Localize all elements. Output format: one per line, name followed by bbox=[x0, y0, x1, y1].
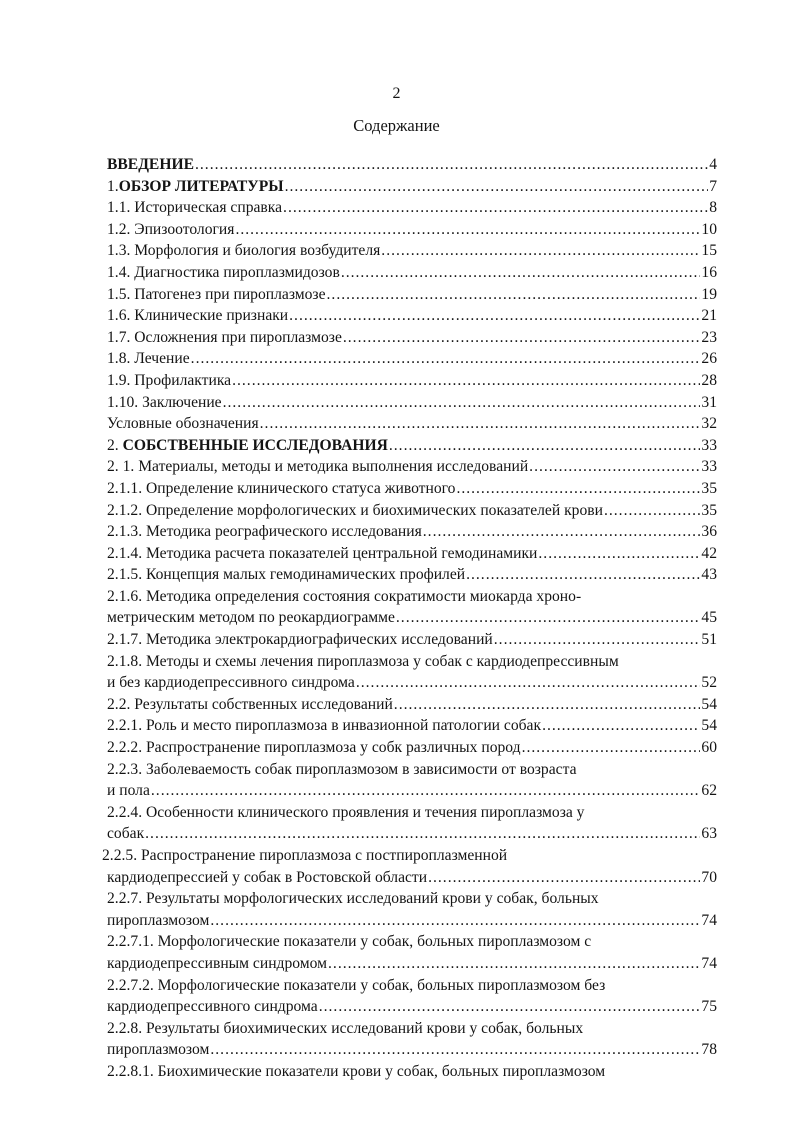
dot-leader bbox=[327, 284, 701, 306]
dot-leader bbox=[394, 694, 701, 716]
toc-entry-text: 2.2.7. Результаты морфологических исследований крови у собак, больных bbox=[107, 890, 599, 908]
toc-entry-text: собак bbox=[107, 825, 145, 843]
toc-entry-text: и пола bbox=[107, 782, 150, 800]
toc-entry-text: пироплазмозом bbox=[107, 911, 210, 929]
toc-entry bbox=[107, 392, 717, 414]
toc-entry bbox=[107, 284, 717, 306]
toc-entry bbox=[107, 197, 717, 219]
toc-entry-text: 2.1.4. Методика расчета показателей центральной гемодинамики bbox=[107, 544, 538, 562]
toc-entry-page: 62 bbox=[701, 782, 717, 800]
toc-entry-text: 2.1.3. Методика реографического исследования bbox=[107, 523, 422, 541]
table-of-contents bbox=[102, 154, 717, 1083]
dot-leader bbox=[210, 910, 700, 932]
toc-entry-title bbox=[107, 953, 327, 975]
toc-entry-page: 21 bbox=[701, 307, 717, 325]
dot-leader bbox=[604, 500, 700, 522]
toc-entry-page: 54 bbox=[701, 695, 717, 713]
toc-entry-number: 2. bbox=[107, 436, 123, 454]
toc-entry bbox=[107, 975, 717, 997]
toc-entry-text: 1.10. Заключение bbox=[107, 393, 222, 411]
toc-entry bbox=[107, 435, 717, 457]
toc-entry-title bbox=[107, 348, 190, 370]
toc-entry bbox=[107, 910, 717, 932]
toc-entry bbox=[107, 305, 717, 327]
toc-entry bbox=[107, 1039, 717, 1061]
toc-entry-title bbox=[107, 262, 340, 284]
toc-entry-page: 35 bbox=[701, 501, 717, 519]
toc-entry-text: метрическим методом по реокардиограмме bbox=[107, 609, 395, 627]
toc-entry bbox=[107, 953, 717, 975]
toc-entry bbox=[107, 348, 717, 370]
toc-entry-title bbox=[107, 823, 144, 845]
toc-entry-title bbox=[107, 413, 259, 435]
toc-entry-text: 2.2.8.1. Биохимические показатели крови у собак, больных пироплазмозом bbox=[107, 1062, 606, 1080]
toc-entry bbox=[107, 176, 717, 198]
toc-entry-title bbox=[107, 543, 537, 565]
toc-entry-title bbox=[107, 651, 619, 673]
toc-entry-page: 33 bbox=[701, 458, 717, 476]
dot-leader bbox=[328, 953, 700, 975]
toc-entry bbox=[107, 543, 717, 565]
toc-entry-text: 2.2.2. Распространение пироплазмоза у собк различных пород bbox=[107, 739, 521, 757]
toc-entry-text: 1.7. Осложнения при пироплазмозе bbox=[107, 328, 342, 346]
toc-entry-page: 74 bbox=[701, 954, 717, 972]
toc-entry-number: 1. bbox=[107, 177, 119, 195]
toc-entry-page: 43 bbox=[701, 566, 717, 584]
dot-leader bbox=[423, 521, 701, 543]
dot-leader bbox=[289, 305, 700, 327]
dot-leader bbox=[223, 392, 701, 414]
toc-entry-page: 63 bbox=[701, 825, 717, 843]
toc-entry-title bbox=[102, 845, 507, 867]
dot-leader bbox=[456, 478, 700, 500]
dot-leader bbox=[319, 996, 701, 1018]
toc-entry-title bbox=[107, 888, 599, 910]
toc-entry-text: 2.1.6. Методика определения состояния сократимости миокарда хроно- bbox=[107, 587, 582, 605]
toc-entry-text: 1.2. Эпизоотология bbox=[107, 220, 235, 238]
toc-entry bbox=[107, 1061, 717, 1083]
dot-leader bbox=[381, 240, 700, 262]
toc-entry-page: 36 bbox=[701, 523, 717, 541]
toc-entry-page: 78 bbox=[701, 1041, 717, 1059]
toc-entry-text: 2.1.2. Определение морфологических и биохимических показателей крови bbox=[107, 501, 603, 519]
toc-entry-page: 35 bbox=[701, 479, 717, 497]
toc-entry-title bbox=[107, 500, 603, 522]
dot-leader bbox=[195, 154, 708, 176]
dot-leader bbox=[232, 370, 700, 392]
toc-entry-text: 2. 1. Материалы, методы и методика выполнения исследований bbox=[107, 458, 529, 476]
toc-entry bbox=[107, 715, 717, 737]
toc-entry-page: 28 bbox=[701, 371, 717, 389]
toc-entry-page: 33 bbox=[701, 436, 717, 454]
toc-entry-title bbox=[107, 672, 355, 694]
dot-leader bbox=[356, 672, 701, 694]
toc-entry-title bbox=[107, 737, 521, 759]
toc-entry-title bbox=[107, 392, 222, 414]
toc-entry-title bbox=[107, 176, 284, 198]
toc-entry-text: 2.2.4. Особенности клинического проявления и течения пироплазмоза у bbox=[107, 803, 585, 821]
toc-entry-title bbox=[107, 478, 455, 500]
toc-entry-title bbox=[107, 370, 231, 392]
toc-entry-title bbox=[107, 305, 288, 327]
toc-entry-text: кардиодепрессивным синдромом bbox=[107, 954, 328, 972]
dot-leader bbox=[428, 867, 700, 889]
toc-entry-text: кардиодепрессивного синдрома bbox=[107, 998, 318, 1016]
toc-entry-text: кардиодепрессией у собак в Ростовской области bbox=[107, 868, 428, 886]
dot-leader bbox=[260, 413, 701, 435]
toc-entry bbox=[107, 586, 717, 608]
toc-entry bbox=[107, 888, 717, 910]
toc-entry-title bbox=[107, 197, 282, 219]
toc-entry-text: 1.3. Морфология и биология возбудителя bbox=[107, 242, 381, 260]
toc-entry-page: 19 bbox=[701, 285, 717, 303]
toc-entry-text: 2.2.7.1. Морфологические показатели у собак, больных пироплазмозом с bbox=[107, 933, 592, 951]
toc-entry-page: 8 bbox=[709, 199, 717, 217]
toc-entry-page: 16 bbox=[701, 263, 717, 281]
toc-entry-page: 60 bbox=[701, 739, 717, 757]
toc-entry-title bbox=[107, 694, 393, 716]
toc-entry-title bbox=[107, 931, 591, 953]
toc-entry bbox=[107, 823, 717, 845]
toc-entry-text: 2.1.5. Концепция малых гемодинамических профилей bbox=[107, 566, 466, 584]
toc-entry-page: 7 bbox=[709, 177, 717, 195]
toc-entry-text: 2.2.3. Заболеваемость собак пироплазмозом в зависимости от возраста bbox=[107, 760, 577, 778]
page-number: 2 bbox=[392, 85, 401, 102]
toc-entry-title bbox=[107, 219, 234, 241]
toc-entry-title bbox=[107, 975, 605, 997]
toc-entry-page: 15 bbox=[701, 242, 717, 260]
toc-entry-title bbox=[107, 456, 528, 478]
toc-entry-text: 2.1.1. Определение клинического статуса животного bbox=[107, 479, 456, 497]
toc-entry bbox=[107, 629, 717, 651]
toc-entry-title bbox=[107, 867, 427, 889]
toc-entry-title bbox=[107, 802, 584, 824]
toc-entry-page: 45 bbox=[701, 609, 717, 627]
toc-entry-page: 52 bbox=[701, 674, 717, 692]
toc-entry-text: Условные обозначения bbox=[107, 415, 259, 433]
toc-entry bbox=[107, 240, 717, 262]
dot-leader bbox=[210, 1039, 700, 1061]
toc-entry-text: 1.5. Патогенез при пироплазмозе bbox=[107, 285, 326, 303]
toc-entry bbox=[107, 219, 717, 241]
toc-entry bbox=[107, 694, 717, 716]
toc-entry-title bbox=[107, 996, 318, 1018]
toc-entry-title bbox=[107, 586, 581, 608]
toc-entry bbox=[107, 413, 717, 435]
toc-entry-text: ВВЕДЕНИЕ bbox=[107, 156, 194, 173]
toc-entry-page: 42 bbox=[701, 544, 717, 562]
toc-entry-text: 1.1. Историческая справка bbox=[107, 199, 283, 217]
dot-leader bbox=[191, 348, 701, 370]
toc-entry-text: 1.8. Лечение bbox=[107, 350, 190, 368]
toc-entry-title bbox=[107, 327, 342, 349]
toc-entry-title bbox=[107, 435, 388, 457]
toc-entry-text: ОБЗОР ЛИТЕРАТУРЫ bbox=[118, 177, 284, 195]
toc-entry bbox=[107, 672, 717, 694]
toc-entry bbox=[107, 154, 717, 176]
toc-entry-title bbox=[107, 759, 577, 781]
dot-leader bbox=[494, 629, 701, 651]
toc-entry-title bbox=[107, 1061, 605, 1083]
dot-leader bbox=[466, 564, 700, 586]
toc-entry bbox=[107, 327, 717, 349]
toc-entry-text: 2.1.7. Методика электрокардиографических исследований bbox=[107, 631, 493, 649]
toc-entry-title bbox=[107, 521, 422, 543]
toc-entry bbox=[107, 931, 717, 953]
toc-entry-title bbox=[107, 1018, 583, 1040]
toc-entry bbox=[107, 759, 717, 781]
dot-leader bbox=[341, 262, 701, 284]
dot-leader bbox=[283, 197, 708, 219]
toc-entry-text: 1.4. Диагностика пироплазмидозов bbox=[107, 263, 340, 281]
toc-entry-text: 1.6. Клинические признаки bbox=[107, 307, 289, 325]
toc-entry-page: 75 bbox=[701, 998, 717, 1016]
toc-entry-page: 54 bbox=[701, 717, 717, 735]
toc-entry-title bbox=[107, 715, 541, 737]
toc-entry bbox=[107, 370, 717, 392]
dot-leader bbox=[151, 780, 701, 802]
toc-entry-text: пироплазмозом bbox=[107, 1041, 210, 1059]
dot-leader bbox=[389, 435, 701, 457]
dot-leader bbox=[235, 219, 700, 241]
toc-entry-page: 74 bbox=[701, 911, 717, 929]
toc-entry-title bbox=[107, 284, 326, 306]
toc-entry-text: 2.2. Результаты собственных исследований bbox=[107, 695, 393, 713]
toc-entry-title bbox=[107, 1039, 209, 1061]
toc-entry-title bbox=[107, 910, 209, 932]
toc-entry bbox=[107, 262, 717, 284]
toc-entry bbox=[107, 802, 717, 824]
toc-entry-text: 2.2.5. Распространение пироплазмоза с постпироплазменной bbox=[102, 847, 508, 864]
toc-entry-page: 4 bbox=[709, 156, 717, 173]
toc-entry-text: 1.9. Профилактика bbox=[107, 371, 232, 389]
toc-entry bbox=[107, 651, 717, 673]
toc-entry-title bbox=[107, 564, 465, 586]
toc-entry bbox=[107, 564, 717, 586]
dot-leader bbox=[396, 607, 701, 629]
dot-leader bbox=[285, 176, 709, 198]
toc-entry bbox=[107, 1018, 717, 1040]
toc-entry-text: 2.1.8. Методы и схемы лечения пироплазмоза у собак с кардиодепрессивным bbox=[107, 652, 619, 670]
toc-entry bbox=[107, 867, 717, 889]
toc-entry bbox=[107, 500, 717, 522]
toc-entry-page: 32 bbox=[701, 415, 717, 433]
toc-entry-page: 70 bbox=[701, 868, 717, 886]
dot-leader bbox=[542, 715, 700, 737]
toc-entry bbox=[107, 521, 717, 543]
toc-entry-title bbox=[107, 240, 380, 262]
toc-entry-page: 23 bbox=[701, 328, 717, 346]
toc-entry-title bbox=[107, 780, 150, 802]
toc-entry bbox=[107, 478, 717, 500]
toc-entry-title bbox=[107, 629, 493, 651]
toc-entry-page: 26 bbox=[701, 350, 717, 368]
dot-leader bbox=[522, 737, 701, 759]
toc-entry bbox=[107, 737, 717, 759]
toc-entry-text: СОБСТВЕННЫЕ ИССЛЕДОВАНИЯ bbox=[122, 436, 388, 454]
toc-entry bbox=[107, 780, 717, 802]
toc-entry bbox=[107, 996, 717, 1018]
toc-entry-title bbox=[107, 154, 194, 176]
dot-leader bbox=[529, 456, 700, 478]
toc-entry bbox=[102, 845, 717, 867]
toc-entry bbox=[107, 456, 717, 478]
dot-leader bbox=[145, 823, 700, 845]
dot-leader bbox=[538, 543, 700, 565]
dot-leader bbox=[343, 327, 701, 349]
toc-entry-title bbox=[107, 607, 395, 629]
toc-entry-text: 2.2.1. Роль и место пироплазмоза в инвазионной патологии собак bbox=[107, 717, 542, 735]
toc-entry-text: 2.2.7.2. Морфологические показатели у собак, больных пироплазмозом без bbox=[107, 976, 606, 994]
toc-entry bbox=[107, 607, 717, 629]
page-title: Содержание bbox=[353, 116, 440, 135]
toc-entry-page: 31 bbox=[701, 393, 717, 411]
toc-entry-text: и без кардиодепрессивного синдрома bbox=[107, 674, 355, 692]
toc-entry-page: 10 bbox=[701, 220, 717, 238]
toc-entry-page: 51 bbox=[701, 631, 717, 649]
toc-entry-text: 2.2.8. Результаты биохимических исследований крови у собак, больных bbox=[107, 1019, 584, 1037]
